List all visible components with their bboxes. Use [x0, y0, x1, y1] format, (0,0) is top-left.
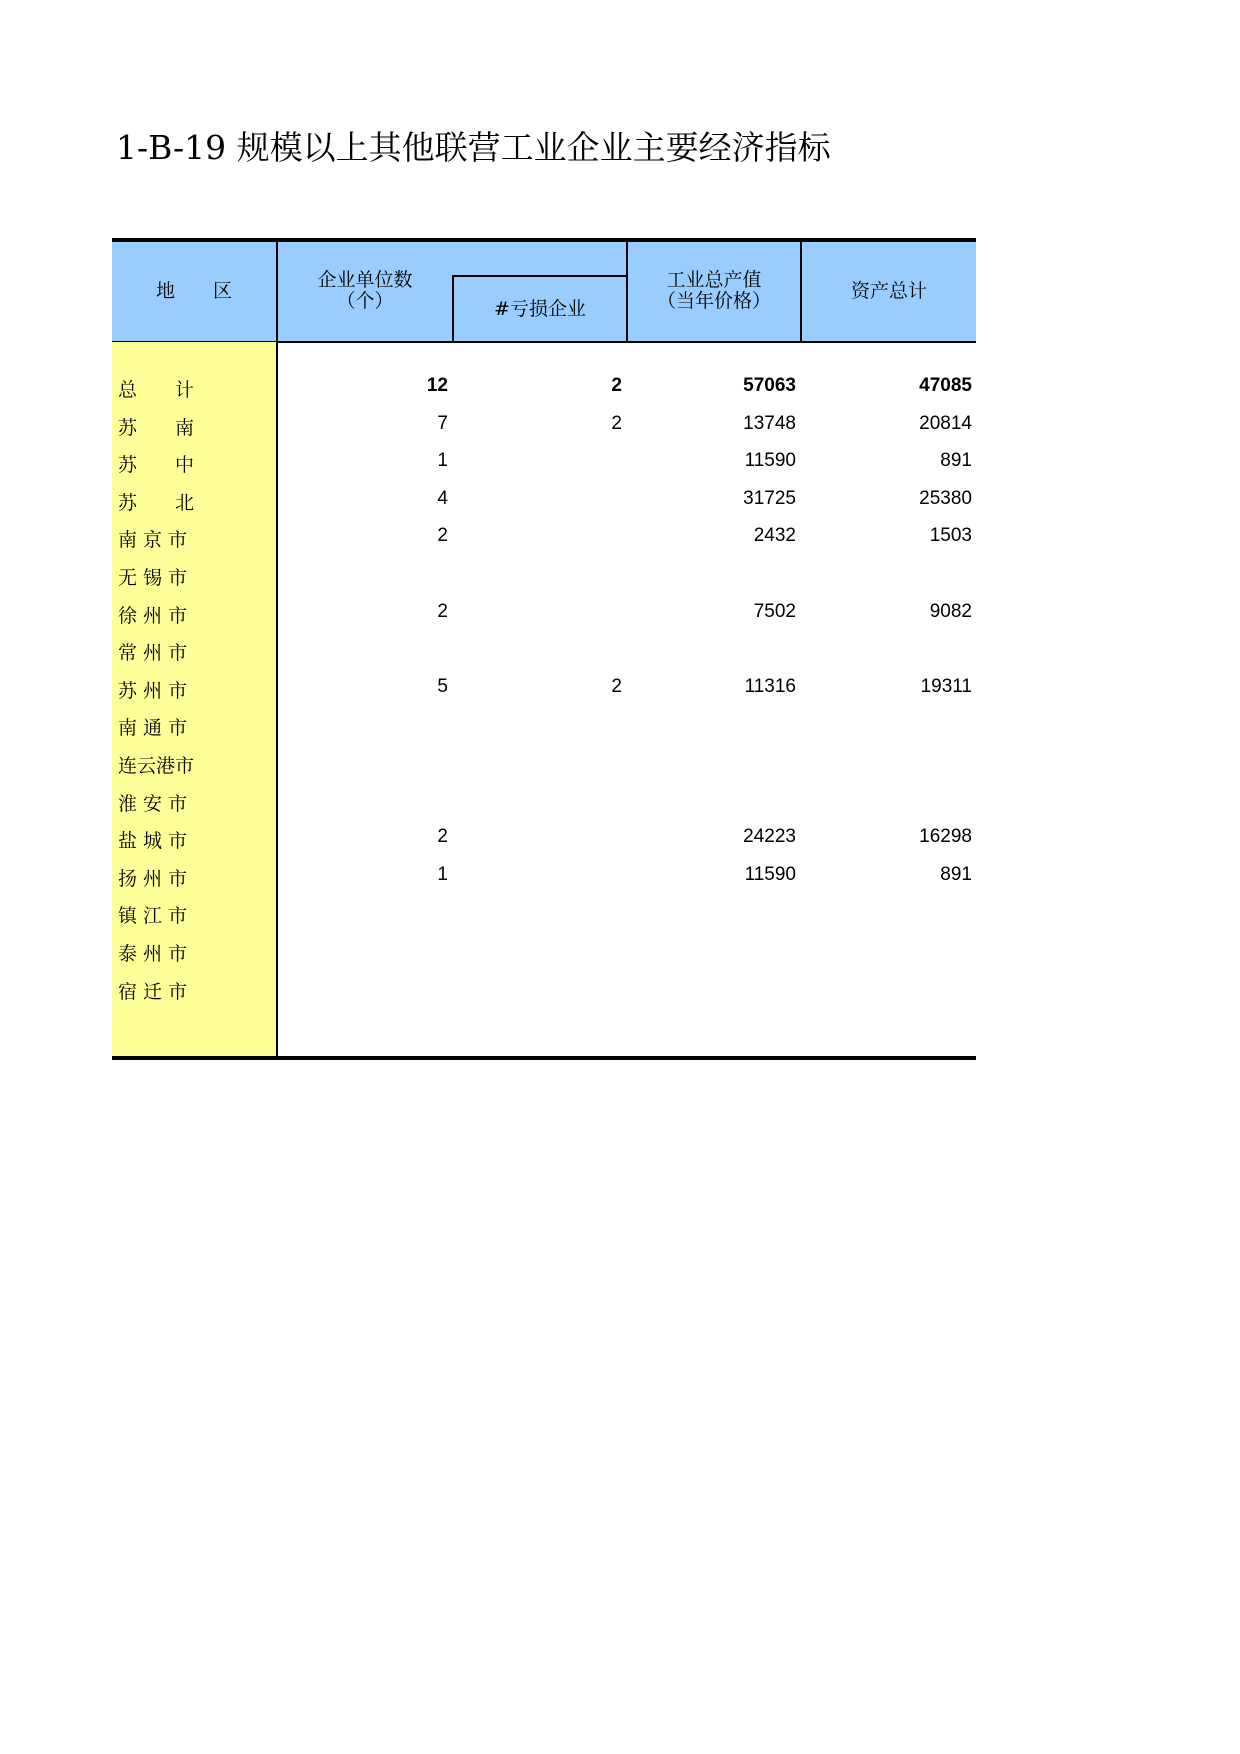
cell-total-assets: 9082	[929, 600, 972, 622]
table-row	[112, 450, 976, 476]
cell-loss-enterprises: 2	[611, 375, 622, 396]
cell-total-assets: 891	[940, 863, 972, 885]
table-row	[112, 939, 976, 965]
cell-industrial-output: 11590	[744, 450, 796, 472]
table-row	[112, 751, 976, 777]
table-row	[112, 826, 976, 852]
cell-enterprise-count: 2	[437, 600, 448, 622]
table-top-border	[112, 238, 976, 242]
cell-industrial-output: 31725	[743, 487, 796, 509]
row-region: 南 通 市	[118, 717, 188, 740]
statistics-table	[112, 238, 976, 1060]
page-title: 1-B-19 规模以上其他联营工业企业主要经济指标	[116, 128, 831, 167]
row-region: 徐 州 市	[118, 604, 188, 627]
table-row	[112, 713, 976, 739]
header-total-assets: 资产总计	[850, 280, 927, 302]
cell-total-assets: 47085	[919, 375, 972, 396]
table-row	[112, 525, 976, 551]
row-region: 苏 州 市	[118, 679, 188, 702]
row-region: 无 锡 市	[118, 567, 188, 589]
table-row	[112, 789, 976, 815]
cell-industrial-output: 7502	[753, 600, 796, 622]
cell-total-assets: 25380	[919, 487, 972, 509]
cell-total-assets: 16298	[919, 826, 972, 848]
cell-industrial-output: 11316	[744, 675, 796, 697]
cell-enterprise-count: 1	[437, 450, 448, 472]
header-enterprise-count-line2: （个）	[336, 290, 394, 312]
cell-industrial-output: 24223	[743, 826, 796, 848]
row-region: 苏 北	[118, 491, 195, 514]
row-region: 苏 南	[118, 416, 195, 439]
row-region: 南 京 市	[118, 529, 188, 552]
cell-enterprise-count: 4	[437, 487, 448, 509]
divider	[800, 241, 802, 342]
table-row	[112, 601, 976, 627]
cell-total-assets: 1503	[929, 525, 972, 547]
row-region: 连云港市	[118, 755, 195, 777]
cell-enterprise-count: 1	[437, 863, 448, 885]
cell-total-assets: 891	[940, 450, 972, 472]
row-region: 淮 安 市	[118, 792, 188, 815]
cell-total-assets: 20814	[919, 412, 972, 434]
cell-industrial-output: 57063	[743, 375, 796, 396]
table-row	[112, 638, 976, 664]
cell-industrial-output: 11590	[744, 863, 796, 885]
cell-loss-enterprises: 2	[611, 412, 622, 434]
cell-enterprise-count: 2	[437, 525, 448, 547]
cell-total-assets: 19311	[920, 675, 972, 697]
cell-industrial-output: 2432	[753, 525, 796, 547]
row-region: 常 州 市	[118, 642, 188, 665]
divider	[626, 241, 628, 342]
header-region: 地 区	[155, 280, 232, 302]
row-region: 扬 州 市	[118, 867, 188, 890]
table-row	[112, 488, 976, 514]
table-bottom-border	[112, 1056, 976, 1060]
cell-enterprise-count: 5	[437, 675, 448, 697]
table-row	[112, 375, 976, 401]
cell-enterprise-count: 2	[437, 826, 448, 848]
table-row	[112, 676, 976, 702]
cell-industrial-output: 13748	[743, 412, 796, 434]
row-region: 宿 迁 市	[118, 980, 188, 1003]
table-row	[112, 413, 976, 439]
header-output-line2: （当年价格）	[656, 290, 771, 312]
header-output-line1: 工业总产值	[666, 269, 762, 291]
header-loss-enterprises: #亏损企业	[494, 298, 586, 320]
row-region: 泰 州 市	[118, 943, 188, 965]
table-row	[112, 901, 976, 927]
header-enterprise-count-line1: 企业单位数	[317, 269, 413, 291]
divider	[452, 275, 628, 277]
table-row	[112, 563, 976, 589]
divider	[452, 276, 454, 342]
row-region: 镇 江 市	[118, 905, 188, 928]
cell-enterprise-count: 12	[426, 375, 448, 396]
row-region: 总 计	[118, 379, 195, 401]
row-region: 苏 中	[118, 454, 195, 477]
table-row	[112, 864, 976, 890]
cell-loss-enterprises: 2	[611, 675, 622, 697]
table-row	[112, 977, 976, 1003]
row-region: 盐 城 市	[118, 830, 188, 853]
cell-enterprise-count: 7	[437, 412, 448, 434]
